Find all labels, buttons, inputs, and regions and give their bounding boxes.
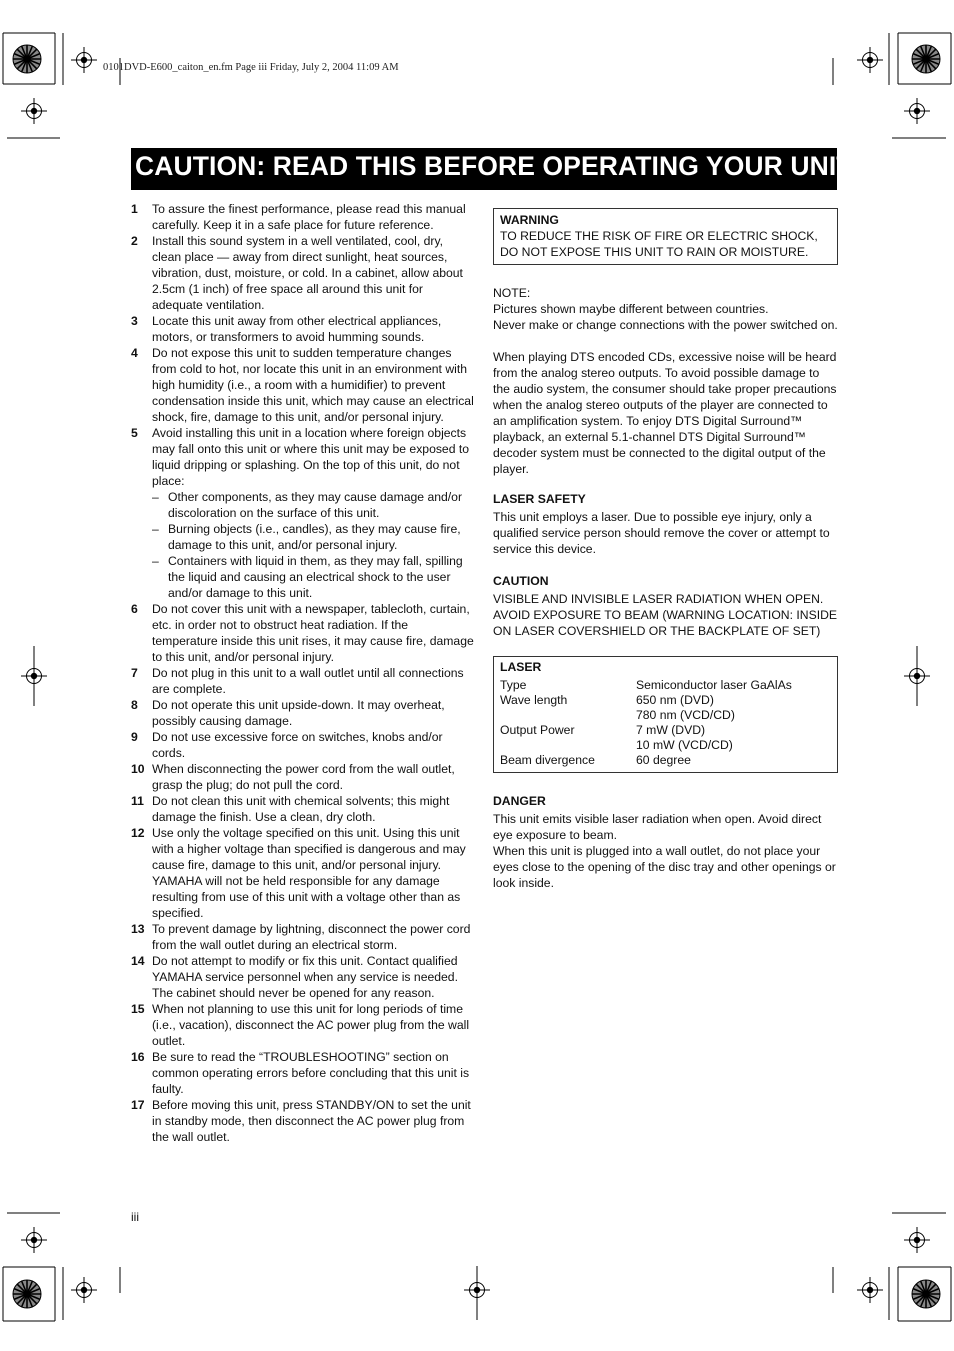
list-item: 11 Do not clean this unit with chemical solvents; this might damage the finish. Use a clean, dry cloth. (131, 794, 450, 824)
spec-label: Beam divergence (500, 753, 595, 767)
spec-value: 10 mW (VCD/CD) (636, 738, 733, 752)
right-column (493, 208, 838, 891)
list-item: 7 Do not plug in this unit to a wall outlet until all connections are complete. (131, 666, 464, 696)
spec-value: Semiconductor laser GaAlAs (636, 678, 792, 692)
page-title: CAUTION: READ THIS BEFORE OPERATING YOUR UNIT. (135, 151, 858, 181)
star-target-top-right (912, 45, 940, 73)
spec-value: 60 degree (636, 753, 691, 767)
warning-text: TO REDUCE THE RISK OF FIRE OR ELECTRIC SHOCK, DO NOT EXPOSE THIS UNIT TO RAIN OR MOISTURE. (500, 229, 818, 259)
laser-spec-box (493, 656, 838, 773)
spec-label: Output Power (500, 723, 575, 737)
registration-mark-left-upper (21, 98, 47, 124)
registration-mark-right-lower (904, 1227, 930, 1253)
sub-item: – Other components, as they may cause damage and/or discoloration on the surface of this unit. (152, 490, 463, 520)
warning-heading: WARNING (500, 213, 559, 227)
page-title-bar (131, 148, 858, 190)
registration-mark-bottom-right (857, 1277, 883, 1303)
list-item: 2 Install this sound system in a well ventilated, cool, dry, clean place — away from direct sunlight, heat sources, vibration, dust, moisture, or cold. In a cabinet, allow about 2.5cm (1 inch) of free space all around this unit for adequate ventilation. (131, 234, 463, 312)
spec-value: 780 nm (VCD/CD) (636, 708, 735, 722)
registration-mark-right-upper (904, 98, 930, 124)
caution-heading: CAUTION (493, 574, 549, 588)
note-line: Never make or change connections with the power switched on. (493, 318, 838, 332)
caution-text: VISIBLE AND INVISIBLE LASER RADIATION WHEN OPEN. AVOID EXPOSURE TO BEAM (WARNING LOCATION: INSIDE ON LASER COVERSHIELD OR THE BACKPLATE OF SET) (493, 592, 838, 638)
laser-safety-heading: LASER SAFETY (493, 492, 586, 506)
spec-label (500, 708, 636, 723)
list-item: 12 Use only the voltage specified on this unit. Using this unit with a higher voltage than specified is dangerous and may cause fire, damage to this unit, and/or personal injury. YAMAHA will not be held responsible for any damage resulting from use of this unit with a voltage other than as specified. (131, 826, 466, 920)
precautions-list (131, 201, 475, 1145)
list-item: 4 Do not expose this unit to sudden temperature changes from cold to hot, nor locate this unit in an environment with high humidity (i.e., a room with a humidifier) to prevent condensation inside this unit, which may cause an electrical shock, fire, damage to this unit, and/or personal injury. (131, 346, 474, 424)
spec-label: Wave length (500, 693, 568, 707)
list-item: 10 When disconnecting the power cord from the wall outlet, grasp the plug; do not pull the cord. (131, 762, 455, 792)
spec-value: 650 nm (DVD) (636, 693, 714, 707)
list-item: 1 To assure the finest performance, please read this manual carefully. Keep it in a safe place for future reference. (131, 202, 466, 232)
page-number: iii (131, 1210, 139, 1224)
registration-mark-bottom-left (71, 1277, 97, 1303)
sub-item: – Burning objects (i.e., candles), as they may cause fire, damage to this unit, and/or personal injury. (152, 522, 461, 552)
list-item: 15 When not planning to use this unit for long periods of time (i.e., vacation), disconnect the AC power plug from the wall outlet. (131, 1002, 470, 1048)
laser-safety-text: This unit employs a laser. Due to possible eye injury, only a qualified service person should remove the cover or attempt to service this device. (493, 510, 830, 556)
list-item: 8 Do not operate this unit upside-down. It may overheat, possibly causing damage. (131, 698, 445, 728)
star-target-top-left (13, 45, 41, 73)
laser-spec-table (500, 678, 831, 768)
sub-item: – Containers with liquid in them, as they may fall, spilling the liquid and causing an electrical shock to the user and/or damage to this unit. (152, 554, 463, 600)
spec-label (500, 738, 636, 753)
danger-text: When this unit is plugged into a wall outlet, do not place your eyes close to the opening of the disc tray and other openings or look inside. (493, 844, 836, 890)
spec-label: Type (500, 678, 527, 692)
registration-mark-top-left (71, 47, 97, 73)
note-label: NOTE: (493, 286, 531, 300)
list-item: 16 Be sure to read the “TROUBLESHOOTING” section on common operating errors before concluding that this unit is faulty. (131, 1050, 470, 1096)
file-header-info: 0101DVD-E600_caiton_en.fm Page iii Friday, July 2, 2004 11:09 AM (103, 62, 399, 73)
star-target-bottom-left (13, 1280, 41, 1308)
list-item: 9 Do not use excessive force on switches, knobs and/or cords. (131, 730, 443, 760)
list-item: 5 Avoid installing this unit in a location where foreign objects may fall onto this unit or where this unit may be exposed to liquid dripping or splashing. On the top of this unit, do not place: – Other components, as they may cause damage and/or discoloration on the surface of this unit. – Burning objects (i.e., candles), as they may cause fire, damage to this unit, and/or personal injury. – Containers with liquid in them, as they may fall, spilling the liquid and causing an electrical shock to the user and/or damage to this unit. (131, 425, 475, 601)
warning-box (493, 208, 838, 265)
list-item: 17 Before moving this unit, press STANDBY/ON to set the unit in standby mode, then disconnect the AC power plug from the wall outlet. (131, 1098, 471, 1144)
dts-paragraph: When playing DTS encoded CDs, excessive noise will be heard from the analog stereo outputs. To avoid possible damage to the audio system, the consumer should take proper precautions when the analog stereo outputs of the player are connected to an amplification system. To enjoy DTS Digital Surround™ playback, an external 5.1-channel DTS Digital Surround™ decoder system must be connected to the digital output of the player. (493, 350, 837, 476)
danger-text: This unit emits visible laser radiation when open. Avoid direct eye exposure to beam. (493, 812, 822, 842)
registration-mark-left-lower (21, 1227, 47, 1253)
list-item: 3 Locate this unit away from other electrical appliances, motors, or transformers to avoid humming sounds. (131, 314, 442, 344)
note-line: Pictures shown maybe different between countries. (493, 302, 769, 316)
registration-mark-top-right (857, 47, 883, 73)
star-target-bottom-right (912, 1280, 940, 1308)
laser-heading: LASER (500, 660, 542, 674)
list-item: 6 Do not cover this unit with a newspaper, tablecloth, curtain, etc. in order not to obstruct heat radiation. If the temperature inside this unit rises, it may cause fire, damage to this unit, and/or personal injury. (131, 602, 474, 664)
list-item: 13 To prevent damage by lightning, disconnect the power cord from the wall outlet during an electrical storm. (131, 922, 471, 952)
list-item: 14 Do not attempt to modify or fix this unit. Contact qualified YAMAHA service personnel when any service is needed. The cabinet should never be opened for any reason. (131, 954, 458, 1000)
spec-value: 7 mW (DVD) (636, 723, 706, 737)
danger-heading: DANGER (493, 794, 546, 808)
